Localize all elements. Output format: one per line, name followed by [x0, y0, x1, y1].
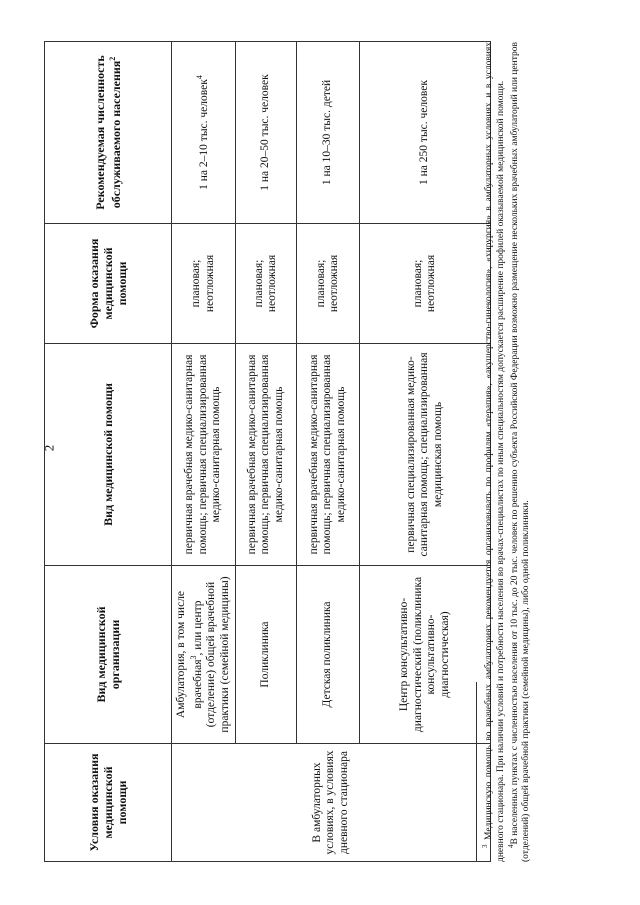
- care-cell: первичная врачебная медико-санитарная помощь; первичная специализированная медико-санитарная помощь: [172, 344, 236, 566]
- condition-cell: В амбулаторных условиях, в условиях дневного стационара: [172, 744, 491, 862]
- org-cell: Детская поликлиника: [297, 566, 360, 744]
- footnote-marker: 3: [481, 844, 489, 848]
- care-cell: первичная врачебная медико-санитарная помощь; первичная специализированная медико-санитарная помощь: [236, 344, 297, 566]
- population-cell: 1 на 250 тыс. человек: [360, 42, 491, 224]
- footnote-ref: 3: [188, 655, 198, 660]
- footnote-3: [481, 42, 507, 862]
- page-number: 2: [41, 444, 57, 452]
- footnotes: [476, 42, 533, 862]
- table-header-row: [45, 42, 172, 862]
- org-cell-part: Амбулатория, в том числе врачебная: [175, 590, 204, 719]
- footnote-marker: 4: [506, 844, 515, 848]
- table-row: [297, 42, 360, 862]
- population-value: 1 на 2–10 тыс. человек: [198, 79, 211, 190]
- header-conditions: Условия оказания медицинской помощи: [45, 744, 172, 862]
- care-cell: первичная врачебная медико-санитарная помощь; первичная специализированная медико-санитарная помощь: [297, 344, 360, 566]
- footnote-4: [507, 42, 533, 862]
- form-cell: плановая; неотложная: [172, 224, 236, 344]
- rotated-page-content: [44, 42, 600, 862]
- header-care-type: Вид медицинской помощи: [45, 344, 172, 566]
- population-cell: 1 на 20–50 тыс. человек: [236, 42, 297, 224]
- org-cell-part: , или центр (отделение) общей врачебной практики (семейной медицины): [191, 576, 231, 733]
- table-row: [172, 42, 236, 862]
- header-org-type: Вид медицинской организации: [45, 566, 172, 744]
- care-table: [44, 41, 491, 862]
- population-cell: [172, 42, 236, 224]
- care-cell: первичная специализированная медико-санитарная помощь; специализированная медицинская помощь: [360, 344, 491, 566]
- org-cell: Поликлиника: [236, 566, 297, 744]
- table-row: [236, 42, 297, 862]
- header-population: [45, 42, 172, 224]
- form-cell: плановая; неотложная: [236, 224, 297, 344]
- form-cell: плановая; неотложная: [360, 224, 491, 344]
- footnote-divider: [476, 682, 477, 862]
- table-row: [360, 42, 491, 862]
- population-cell: 1 на 10–30 тыс. детей: [297, 42, 360, 224]
- footnote-text: Медицинскую помощь во врачебных амбулаториях рекомендуется организовывать по профилям «терапия», «акушерство-гинекология», «хирургия» в амбулаторных условиях и в условиях дневного стационара. При наличии условий и потребности населения во врачах-специалистах по иным специальностям допускается расширение профилей оказываемой медицинской помощи.: [484, 41, 506, 862]
- form-cell: плановая; неотложная: [297, 224, 360, 344]
- header-population-label: Рекомендуемая численность обслуживаемого населения: [93, 55, 123, 210]
- header-care-form: Форма оказания медицинской помощи: [45, 224, 172, 344]
- org-cell: Центр консультативно-диагностический (поликлиника консультативно-диагностическая): [360, 566, 491, 744]
- footnote-ref: 4: [195, 75, 205, 80]
- header-population-note: 2: [107, 56, 117, 61]
- org-cell: [172, 566, 236, 744]
- footnote-text: В населенных пунктах с численностью населения от 10 тыс. до 20 тыс. человек по решению субъекта Российской Федерации возможно размещение нескольких врачебных амбулаторий или центров (отделений) общей врачебной практики (семейной медицины), либо одной поликлиники.: [510, 42, 532, 862]
